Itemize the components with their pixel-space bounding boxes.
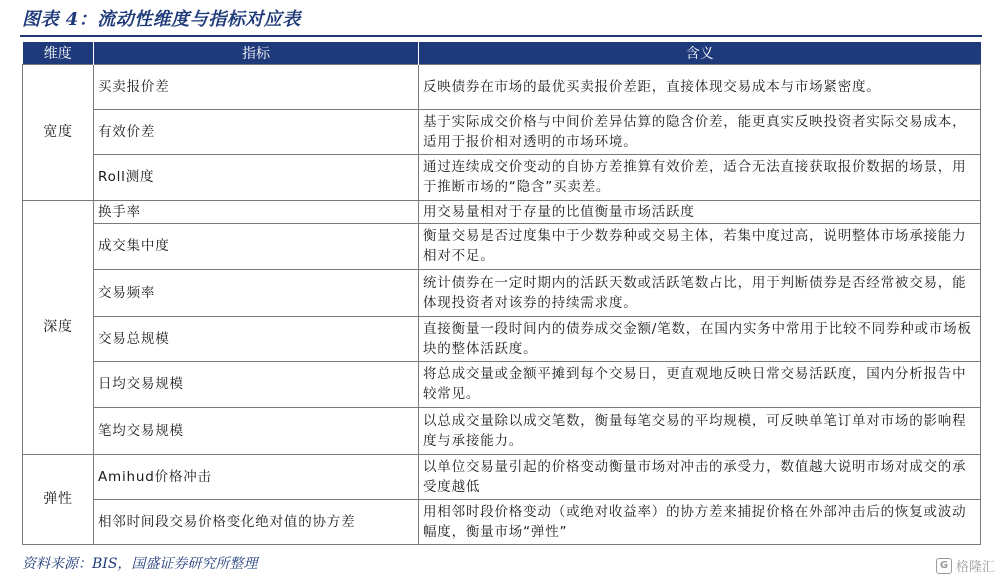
table-row: [23, 269, 981, 316]
meaning-cell: 直接衡量一段时间内的债券成交金额/笔数，在国内实务中常用于比较不同券种或市场板块的整体活跃度。: [419, 316, 981, 361]
table-row: [23, 361, 981, 407]
dimension-cell: 宽度: [23, 64, 94, 200]
table-header-row: [23, 42, 981, 64]
meaning-cell: 将总成交量或金额平摊到每个交易日，更直观地反映日常交易活跃度，国内分析报告中较常见。: [419, 361, 981, 407]
table-row: [23, 407, 981, 454]
meaning-cell: 统计债券在一定时期内的活跃天数或活跃笔数占比，用于判断债券是否经常被交易，能体现投资者对该券的持续需求度。: [419, 269, 981, 316]
indicator-cell: 交易总规模: [94, 316, 419, 361]
indicator-cell: 笔均交易规模: [94, 407, 419, 454]
watermark-text: 格隆汇: [955, 560, 995, 575]
dimension-cell: 深度: [23, 200, 94, 454]
meaning-cell: 以单位交易量引起的价格变动衡量市场对冲击的承受力，数值越大说明市场对成交的承受度越低: [419, 454, 981, 499]
dimension-cell: 弹性: [23, 454, 94, 544]
watermark: [936, 556, 995, 575]
header-meaning: 含义: [419, 42, 981, 64]
indicator-cell: 买卖报价差: [94, 64, 419, 109]
indicator-cell: 交易频率: [94, 269, 419, 316]
title-rule: [20, 35, 982, 37]
indicator-cell: Roll测度: [94, 154, 419, 200]
liquidity-table: [22, 42, 981, 545]
figure-title: 图表 4：流动性维度与指标对应表: [22, 9, 301, 30]
source-note: 资料来源：BIS，国盛证券研究所整理: [22, 556, 258, 572]
table-row: [23, 154, 981, 200]
indicator-cell: Amihud价格冲击: [94, 454, 419, 499]
table-row: [23, 316, 981, 361]
header-dimension: 维度: [23, 42, 94, 64]
meaning-cell: 基于实际成交价格与中间价差异估算的隐含价差，能更真实反映投资者实际交易成本，适用于报价相对透明的市场环境。: [419, 109, 981, 154]
table-row: [23, 499, 981, 544]
meaning-cell: 衡量交易是否过度集中于少数券种或交易主体，若集中度过高，说明整体市场承接能力相对不足。: [419, 223, 981, 269]
meaning-cell: 用相邻时段价格变动（或绝对收益率）的协方差来捕捉价格在外部冲击后的恢复或波动幅度，衡量市场“弹性”: [419, 499, 981, 544]
table-row: [23, 200, 981, 223]
meaning-cell: 用交易量相对于存量的比值衡量市场活跃度: [419, 200, 981, 223]
indicator-cell: 日均交易规模: [94, 361, 419, 407]
meaning-cell: 通过连续成交价变动的自协方差推算有效价差，适合无法直接获取报价数据的场景，用于推断市场的“隐含”买卖差。: [419, 154, 981, 200]
indicator-cell: 相邻时间段交易价格变化绝对值的协方差: [94, 499, 419, 544]
logo-icon: G: [936, 558, 952, 574]
indicator-cell: 成交集中度: [94, 223, 419, 269]
header-indicator: 指标: [94, 42, 419, 64]
indicator-cell: 换手率: [94, 200, 419, 223]
indicator-cell: 有效价差: [94, 109, 419, 154]
table-row: [23, 109, 981, 154]
table-row: [23, 64, 981, 109]
table-row: [23, 223, 981, 269]
table-row: [23, 454, 981, 499]
meaning-cell: 以总成交量除以成交笔数，衡量每笔交易的平均规模，可反映单笔订单对市场的影响程度与承接能力。: [419, 407, 981, 454]
meaning-cell: 反映债券在市场的最优买卖报价差距，直接体现交易成本与市场紧密度。: [419, 64, 981, 109]
